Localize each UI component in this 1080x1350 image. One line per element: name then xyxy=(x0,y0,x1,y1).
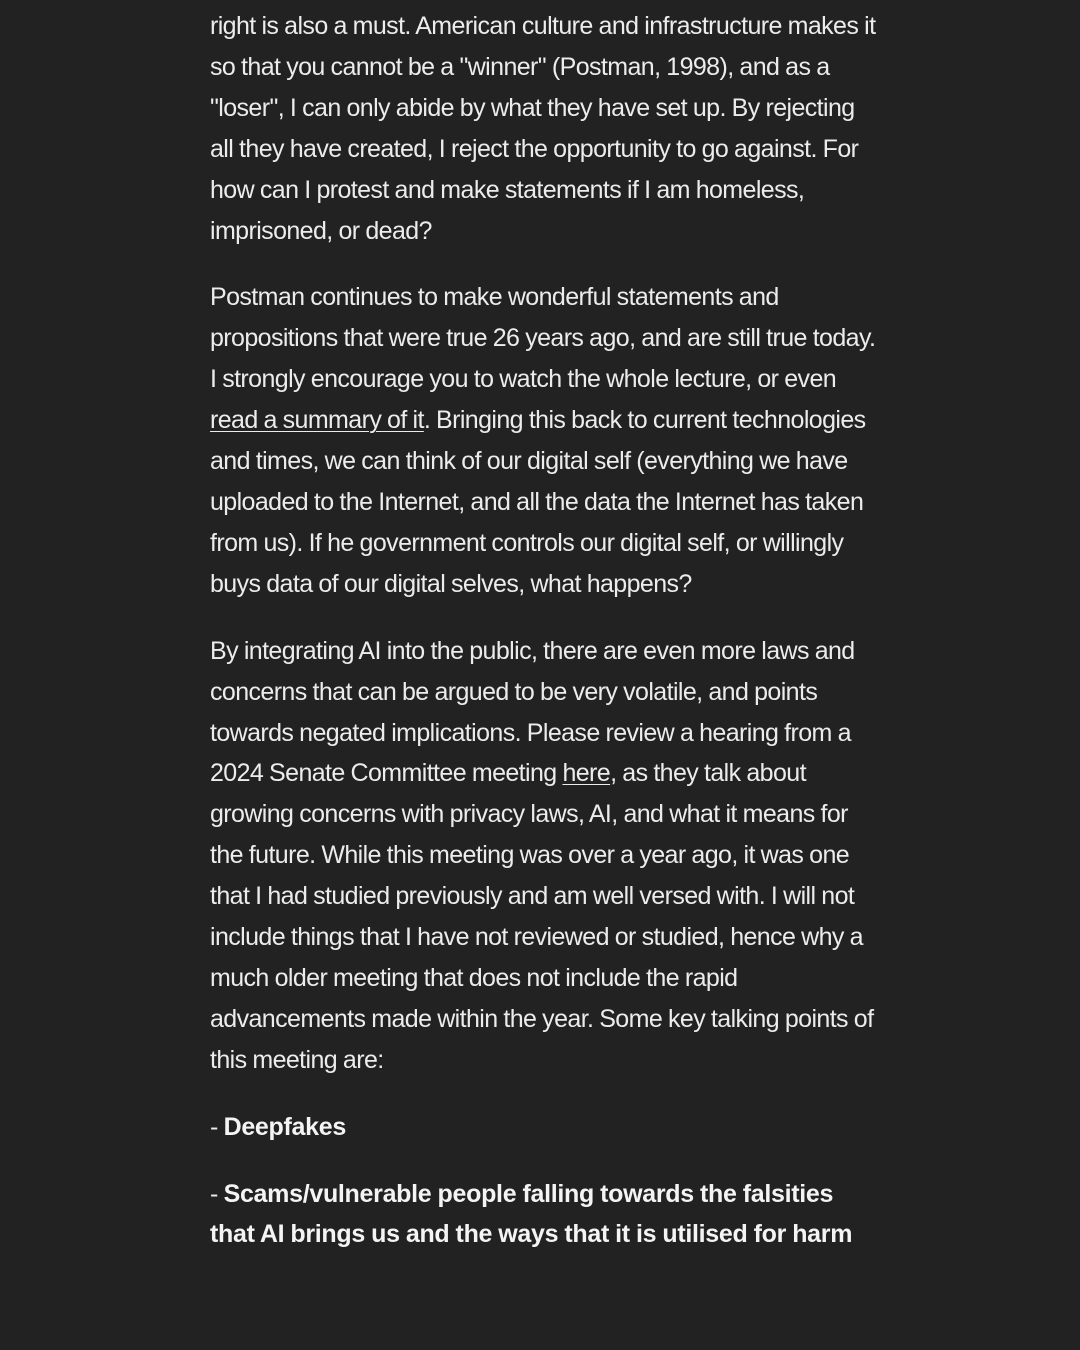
paragraph-text: . Bringing this back to current technologies and times, we can think of our digital self (everything we have uploaded to the Internet, and all the data the Internet has taken from us). If he government controls our digital self, or willingly buys data of our digital selves, what happens? xyxy=(210,406,866,598)
paragraph-text: , as they talk about growing concerns with privacy laws, AI, and what it means for the future. While this meeting was over a year ago, it was one that I had studied previously and am well versed with. I will not include things that I have not reviewed or studied, hence why a much older meeting that does not include the rapid advancements made within the year. Some key talking points of this meeting are: xyxy=(210,759,874,1074)
bullet-item xyxy=(210,1174,878,1256)
bullet-item xyxy=(210,1107,878,1148)
paragraph-text: Postman continues to make wonderful statements and propositions that were true 26 years ago, and are still true today. I strongly encourage you to watch the whole lecture, or even xyxy=(210,283,876,394)
paragraph: right is also a must. American culture and infrastructure makes it so that you cannot be a "winner" (Postman, 1998), and as a "loser", I can only abide by what they have set up. By rejecting all they have created, I reject the opportunity to go against. For how can I protest and make statements if I am homeless, imprisoned, or dead? xyxy=(210,12,876,245)
paragraph xyxy=(210,631,878,1081)
hearing-link[interactable]: here xyxy=(562,759,611,788)
bullet-dash: - xyxy=(210,1112,224,1141)
summary-link[interactable]: read a summary of it xyxy=(210,406,424,435)
bullet-dash: - xyxy=(210,1179,224,1208)
paragraph-text: By integrating AI into the public, there are even more laws and concerns that can be argued to be very volatile, and points towards negated implications. Please review a hearing from a 2024 Senate Committee meeting xyxy=(210,636,855,788)
bullet-text: Deepfakes xyxy=(223,1112,346,1141)
paragraph xyxy=(210,277,878,604)
bullet-text: Scams/vulnerable people falling towards the falsities that AI brings us and the ways that it is utilised for harm xyxy=(210,1179,853,1249)
article-body xyxy=(210,6,878,1281)
